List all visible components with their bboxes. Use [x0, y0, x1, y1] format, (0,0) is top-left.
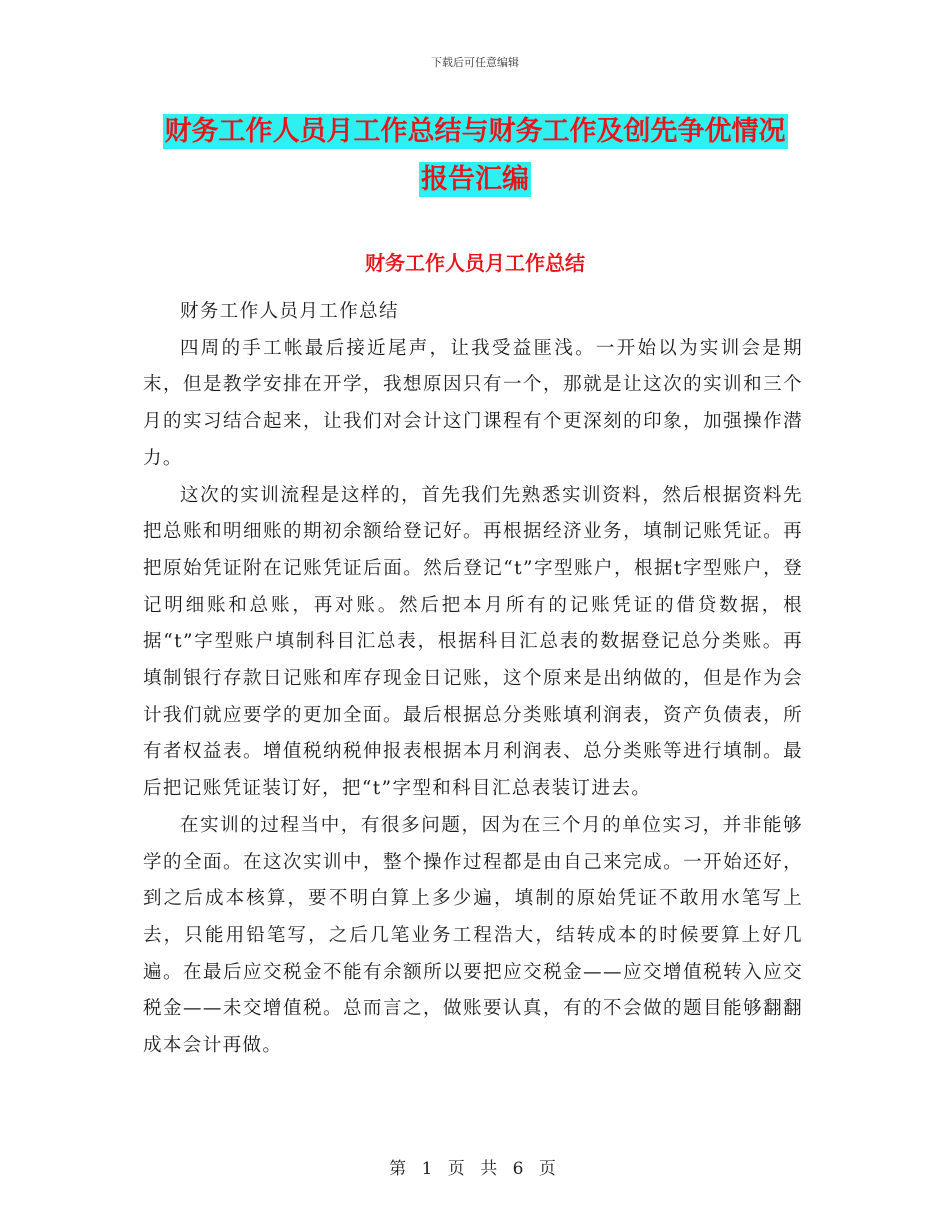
document-title-line2: 报告汇编: [421, 164, 529, 195]
page-number: 第 1 页 共 6 页: [389, 1159, 561, 1179]
section-title: 财务工作人员月工作总结: [365, 251, 585, 275]
paragraph: 在实训的过程当中，有很多问题，因为在三个月的单位实习，并非能够学的全面。在这次实训中，整个操作过程都是由自己来完成。一开始还好，到之后成本核算，要不明白算上多少遍，填制的原始凭证不敢用水笔写上去，只能用铅笔写，之后几笔业务工程浩大，结转成本的时候要算上好几遍。在最后应交税金不能有余额所以要把应交税金——应交增值税转入应交税金——未交增值税。总而言之，做账要认真，有的不会做的题目能够翻翻成本会计再做。: [143, 814, 803, 1057]
document-body: [143, 294, 803, 1065]
header-note: 下载后可任意编辑: [431, 56, 519, 69]
document-title: [0, 108, 950, 204]
document-title-line1: 财务工作人员月工作总结与财务工作及创先争优情况: [164, 116, 786, 147]
paragraph: 财务工作人员月工作总结: [180, 301, 399, 322]
paragraph: 四周的手工帐最后接近尾声，让我受益匪浅。一开始以为实训会是期末，但是教学安排在开学，我想原因只有一个，那就是让这次的实训和三个月的实习结合起来，让我们对会计这门课程有个更深刻的印象，加强操作潜力。: [143, 337, 803, 469]
paragraph: 这次的实训流程是这样的，首先我们先熟悉实训资料，然后根据资料先把总账和明细账的期初余额给登记好。再根据经济业务，填制记账凭证。再把原始凭证附在记账凭证后面。然后登记“t”字型账户，根据t字型账户，登记明细账和总账，再对账。然后把本月所有的记账凭证的借贷数据，根据“t”字型账户填制科目汇总表，根据科目汇总表的数据登记总分类账。再填制银行存款日记账和库存现金日记账，这个原来是出纳做的，但是作为会计我们就应要学的更加全面。最后根据总分类账填利润表，资产负债表，所有者权益表。增值税纳税伸报表根据本月利润表、总分类账等进行填制。最后把记账凭证装订好，把“t”字型和科目汇总表装订进去。: [143, 484, 803, 800]
